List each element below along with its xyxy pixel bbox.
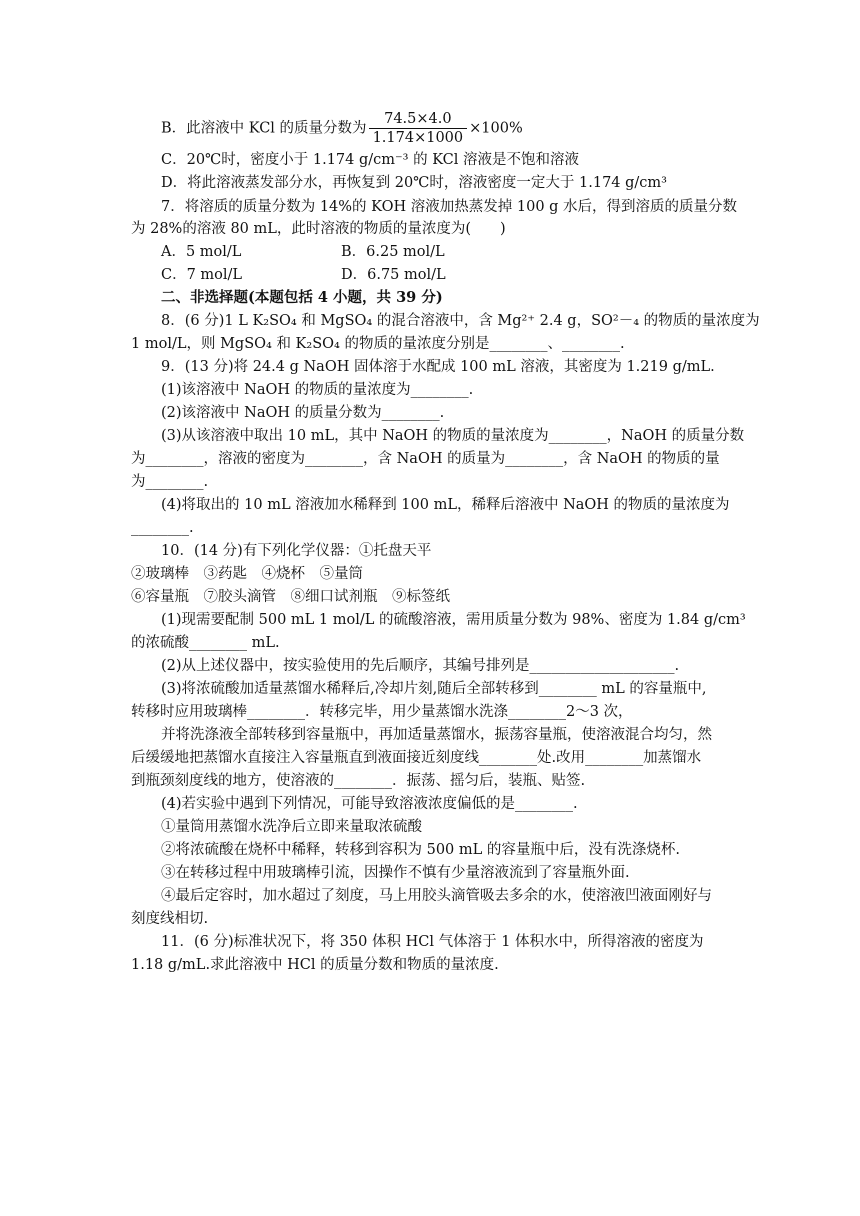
- question-9-part-4-line-1: (4)将取出的 10 mL 溶液加水稀释到 100 mL，稀释后溶液中 NaOH 的物质的量浓度为: [161, 497, 730, 513]
- section-heading: 二、非选择题(本题包括 4 小题，共 39 分): [161, 289, 443, 306]
- question-10-instruments-1: ②玻璃棒 ③药匙 ④烧杯 ⑤量筒: [131, 566, 363, 582]
- mass-fraction-formula: [369, 110, 468, 147]
- question-10-case-4-line-2: 刻度线相切.: [131, 911, 209, 927]
- question-7-line-1: 7．将溶质的质量分数为 14%的 KOH 溶液加热蒸发掉 100 g 水后，得到溶质的质量分数: [161, 199, 738, 215]
- question-9-line-1: 9．(13 分)将 24.4 g NaOH 固体溶于水配成 100 mL 溶液，其密度为 1.219 g/mL.: [161, 359, 715, 375]
- q7-option-a: A．5 mol/L: [161, 244, 242, 260]
- question-10-case-1: ①量筒用蒸馏水洗净后立即来量取浓硫酸: [161, 819, 422, 835]
- question-8-line-1: 8．(6 分)1 L K₂SO₄ 和 MgSO₄ 的混合溶液中，含 Mg²⁺ 2.4 g，SO²－₄ 的物质的量浓度为: [161, 313, 760, 329]
- q7-option-c: C．7 mol/L: [161, 267, 243, 283]
- option-b-line: [161, 110, 523, 147]
- question-10-part-3-line-2: 转移时应用玻璃棒________．转移完毕，用少量蒸馏水洗涤________2～3 次，: [131, 704, 633, 720]
- question-10-part-3-line-5: 到瓶颈刻度线的地方，使溶液的________．振荡、摇匀后，装瓶、贴签.: [131, 773, 586, 789]
- q7-option-d: D．6.75 mol/L: [341, 267, 446, 283]
- question-9-part-3-line-1: (3)从该溶液中取出 10 mL，其中 NaOH 的物质的量浓度为________，NaOH 的质量分数: [161, 428, 745, 444]
- question-10-instruments-2: ⑥容量瓶 ⑦胶头滴管 ⑧细口试剂瓶 ⑨标签纸: [131, 589, 450, 605]
- fraction-suffix: ×100%: [469, 120, 523, 137]
- question-10-part-1-line-2: 的浓硫酸________ mL.: [131, 635, 280, 651]
- question-10-case-3: ③在转移过程中用玻璃棒引流，因操作不慎有少量溶液流到了容量瓶外面.: [161, 865, 630, 881]
- fraction-denominator: 1.174×1000: [372, 130, 464, 146]
- question-10-part-3-line-3: 并将洗涤液全部转移到容量瓶中，再加适量蒸馏水，振荡容量瓶，使溶液混合均匀，然: [161, 727, 712, 743]
- q7-option-b: B．6.25 mol/L: [341, 244, 445, 260]
- question-10-case-4-line-1: ④最后定容时，加水超过了刻度，马上用胶头滴管吸去多余的水，使溶液凹液面刚好与: [161, 888, 712, 904]
- question-10-part-3-line-1: (3)将浓硫酸加适量蒸馏水稀释后,冷却片刻,随后全部转移到________ mL 的容量瓶中,: [161, 681, 707, 697]
- question-10-part-4: (4)若实验中遇到下列情况，可能导致溶液浓度偏低的是________.: [161, 796, 578, 812]
- fraction-numerator: 74.5×4.0: [369, 110, 468, 129]
- option-c-line: C．20℃时，密度小于 1.174 g/cm⁻³ 的 KCl 溶液是不饱和溶液: [161, 152, 579, 168]
- question-11-line-2: 1.18 g/mL.求此溶液中 HCl 的质量分数和物质的量浓度.: [131, 957, 499, 973]
- question-10-part-1-line-1: (1)现需要配制 500 mL 1 mol/L 的硫酸溶液，需用质量分数为 98%、密度为 1.84 g/cm³: [161, 612, 746, 628]
- question-7-line-2: 为 28%的溶液 80 mL，此时溶液的物质的量浓度为( ): [131, 221, 506, 237]
- question-10-line-1: 10．(14 分)有下列化学仪器：①托盘天平: [161, 543, 432, 559]
- question-9-part-3-line-3: 为________.: [131, 474, 209, 490]
- question-10-case-2: ②将浓硫酸在烧杯中稀释，转移到容积为 500 mL 的容量瓶中后，没有洗涤烧杯.: [161, 842, 680, 858]
- question-9-part-1: (1)该溶液中 NaOH 的物质的量浓度为________.: [161, 382, 474, 398]
- question-8-line-2: 1 mol/L，则 MgSO₄ 和 K₂SO₄ 的物质的量浓度分别是________、________.: [131, 336, 625, 352]
- question-10-part-2: (2)从上述仪器中，按实验使用的先后顺序，其编号排列是____________________.: [161, 658, 680, 674]
- option-b-text: B．此溶液中 KCl 的质量分数为: [161, 120, 367, 137]
- question-9-part-3-line-2: 为________，溶液的密度为________，含 NaOH 的质量为________，含 NaOH 的物质的量: [131, 451, 720, 467]
- question-9-part-2: (2)该溶液中 NaOH 的质量分数为________.: [161, 405, 445, 421]
- question-11-line-1: 11．(6 分)标准状况下，将 350 体积 HCl 气体溶于 1 体积水中，所得溶液的密度为: [161, 934, 704, 950]
- question-10-part-3-line-4: 后缓缓地把蒸馏水直接注入容量瓶直到液面接近刻度线________处.改用________加蒸馏水: [131, 750, 702, 766]
- option-d-line: D．将此溶液蒸发部分水，再恢复到 20℃时，溶液密度一定大于 1.174 g/cm³: [161, 175, 667, 191]
- question-9-part-4-line-2: ________.: [131, 520, 194, 536]
